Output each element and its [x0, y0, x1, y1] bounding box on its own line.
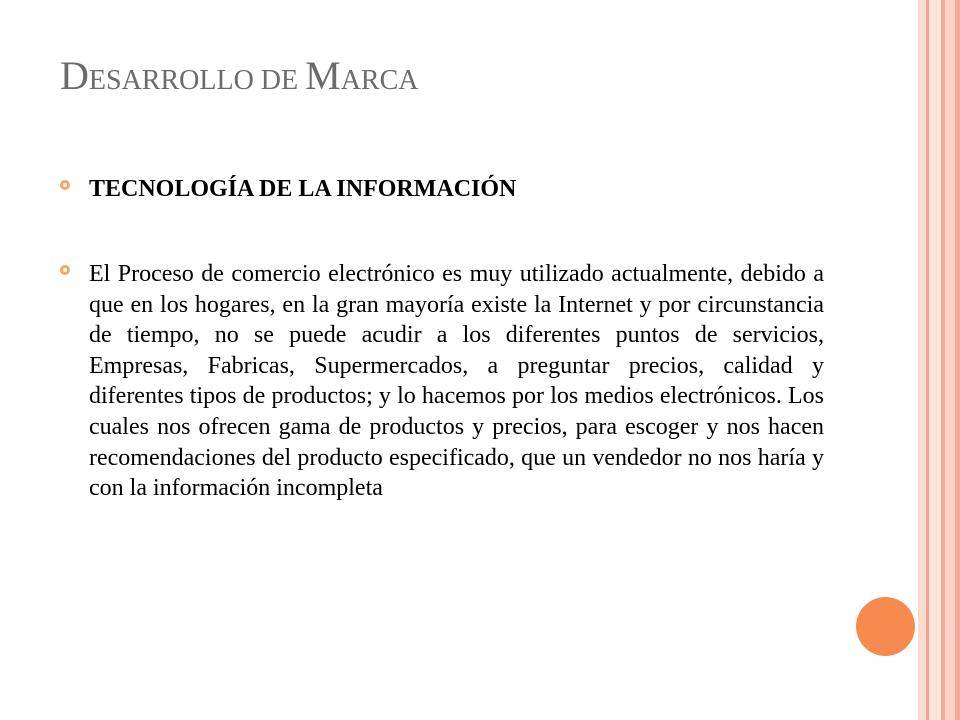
- decor-stripe-5: [945, 0, 955, 720]
- section-heading: TECNOLOGÍA DE LA INFORMACIÓN: [89, 176, 517, 202]
- slide-title: DESARROLLO DE MARCA: [60, 53, 419, 98]
- decor-stripe-3: [929, 0, 941, 720]
- decor-stripe-6: [955, 0, 960, 720]
- decorative-orange-circle: [856, 597, 915, 656]
- bullet-paragraph: [60, 259, 824, 504]
- bullet-circle-icon: [60, 265, 70, 275]
- decor-stripe-1: [918, 0, 926, 720]
- bullet-circle-icon: [60, 180, 70, 190]
- bullet-heading: [60, 174, 824, 204]
- body-paragraph: El Proceso de comercio electrónico es muy utilizado actualmente, debido a que en los hogares, en la gran mayoría existe la Internet y por circunstancia de tiempo, no se puede acudir a los diferentes puntos de servicios, Empresas, Fabricas, Supermercados, a preguntar precios, calidad y diferentes tipos de productos; y lo hacemos por los medios electrónicos. Los cuales nos ofrecen gama de productos y precios, para escoger y nos hacen recomendaciones del producto especificado, que un vendedor no nos haría y con la información incompleta: [89, 261, 824, 502]
